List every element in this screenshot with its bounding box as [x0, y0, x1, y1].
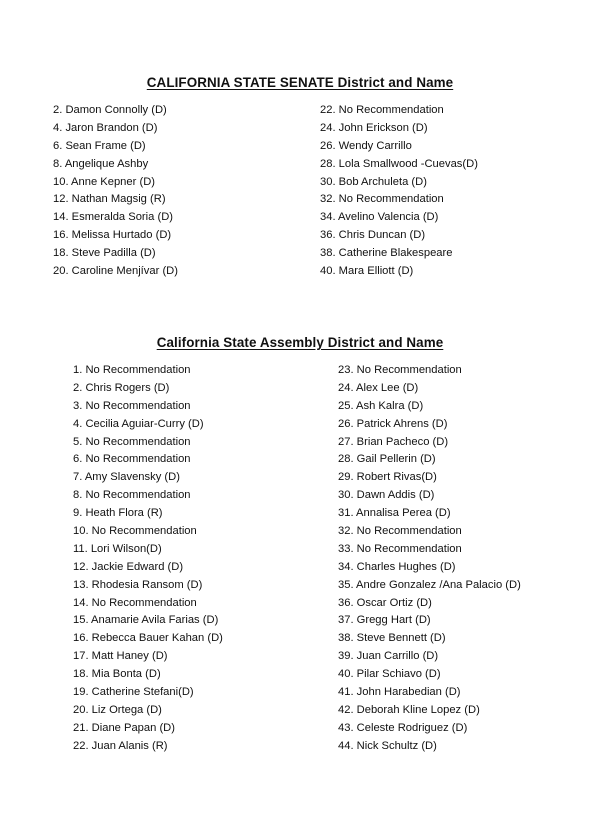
district-entry: 6. No Recommendation	[73, 453, 191, 466]
district-entry: 44. Nick Schultz (D)	[338, 739, 437, 752]
district-entry: 41. John Harabedian (D)	[338, 686, 461, 699]
district-entry: 24. Alex Lee (D)	[338, 381, 419, 394]
senate-list-right	[320, 102, 478, 281]
district-entry: 32. No Recommendation	[338, 525, 462, 538]
senate-section-title: CALIFORNIA STATE SENATE District and Name	[146, 75, 454, 90]
district-entry: 28. Lola Smallwood -Cuevas(D)	[320, 157, 478, 170]
district-entry: 31. Annalisa Perea (D)	[338, 507, 451, 520]
district-entry: 12. Jackie Edward (D)	[73, 560, 184, 573]
district-entry: 8. No Recommendation	[73, 489, 191, 502]
district-entry: 23. No Recommendation	[338, 364, 462, 376]
district-entry: 9. Heath Flora (R)	[73, 507, 163, 520]
district-entry: 7. Amy Slavensky (D)	[73, 471, 180, 484]
district-entry: 2. Chris Rogers (D)	[73, 381, 170, 394]
district-entry: 37. Gregg Hart (D)	[338, 614, 431, 627]
district-entry: 20. Caroline Menjívar (D)	[53, 265, 178, 278]
district-entry: 18. Mia Bonta (D)	[73, 668, 161, 681]
district-entry: 15. Anamarie Avila Farias (D)	[73, 614, 219, 627]
district-entry: 16. Melissa Hurtado (D)	[53, 229, 172, 242]
district-entry: 39. Juan Carrillo (D)	[338, 650, 439, 663]
district-entry: 30. Bob Archuleta (D)	[320, 175, 427, 188]
district-entry: 16. Rebecca Bauer Kahan (D)	[73, 632, 223, 645]
assembly-section-title: California State Assembly District and Name	[156, 335, 444, 350]
district-entry: 40. Pilar Schiavo (D)	[338, 668, 441, 681]
district-entry: 38. Catherine Blakespeare	[320, 247, 453, 260]
district-entry: 43. Celeste Rodriguez (D)	[338, 721, 468, 734]
district-entry: 14. No Recommendation	[73, 596, 197, 609]
district-entry: 26. Wendy Carrillo	[320, 139, 412, 152]
district-entry: 32. No Recommendation	[320, 193, 444, 206]
district-entry: 6. Sean Frame (D)	[53, 139, 146, 152]
district-entry: 35. Andre Gonzalez /Ana Palacio (D)	[338, 578, 521, 591]
senate-list-left	[53, 102, 178, 281]
district-entry: 34. Charles Hughes (D)	[338, 560, 456, 573]
district-entry: 36. Chris Duncan (D)	[320, 229, 426, 242]
district-entry: 4. Jaron Brandon (D)	[53, 121, 158, 134]
district-entry: 10. Anne Kepner (D)	[53, 175, 155, 188]
district-entry: 33. No Recommendation	[338, 542, 462, 555]
district-entry: 30. Dawn Addis (D)	[338, 489, 435, 502]
assembly-list-left	[73, 362, 223, 756]
district-entry: 18. Steve Padilla (D)	[53, 247, 156, 260]
district-entry: 4. Cecilia Aguiar-Curry (D)	[73, 417, 204, 430]
district-entry: 5. No Recommendation	[73, 435, 191, 448]
district-entry: 2. Damon Connolly (D)	[53, 104, 167, 116]
district-entry: 22. Juan Alanis (R)	[73, 739, 168, 752]
district-entry: 34. Avelino Valencia (D)	[320, 211, 439, 224]
district-entry: 38. Steve Bennett (D)	[338, 632, 446, 645]
district-entry: 22. No Recommendation	[320, 104, 444, 116]
district-entry: 24. John Erickson (D)	[320, 121, 428, 134]
district-entry: 10. No Recommendation	[73, 525, 197, 538]
district-entry: 29. Robert Rivas(D)	[338, 471, 437, 484]
district-entry: 26. Patrick Ahrens (D)	[338, 417, 448, 430]
district-entry: 14. Esmeralda Soria (D)	[53, 211, 173, 224]
district-entry: 20. Liz Ortega (D)	[73, 703, 162, 716]
district-entry: 13. Rhodesia Ransom (D)	[73, 578, 203, 591]
district-entry: 21. Diane Papan (D)	[73, 721, 175, 734]
district-entry: 1. No Recommendation	[73, 364, 191, 376]
district-entry: 28. Gail Pellerin (D)	[338, 453, 436, 466]
district-entry: 25. Ash Kalra (D)	[338, 399, 424, 412]
district-entry: 3. No Recommendation	[73, 399, 191, 412]
district-entry: 42. Deborah Kline Lopez (D)	[338, 703, 480, 716]
district-entry: 27. Brian Pacheco (D)	[338, 435, 449, 448]
district-entry: 11. Lori Wilson(D)	[73, 542, 162, 555]
assembly-list-right	[338, 362, 521, 756]
district-entry: 40. Mara Elliott (D)	[320, 265, 414, 278]
district-entry: 19. Catherine Stefani(D)	[73, 686, 194, 699]
district-entry: 17. Matt Haney (D)	[73, 650, 168, 663]
district-entry: 8. Angelique Ashby	[53, 157, 149, 170]
district-entry: 12. Nathan Magsig (R)	[53, 193, 166, 206]
district-entry: 36. Oscar Ortiz (D)	[338, 596, 432, 609]
